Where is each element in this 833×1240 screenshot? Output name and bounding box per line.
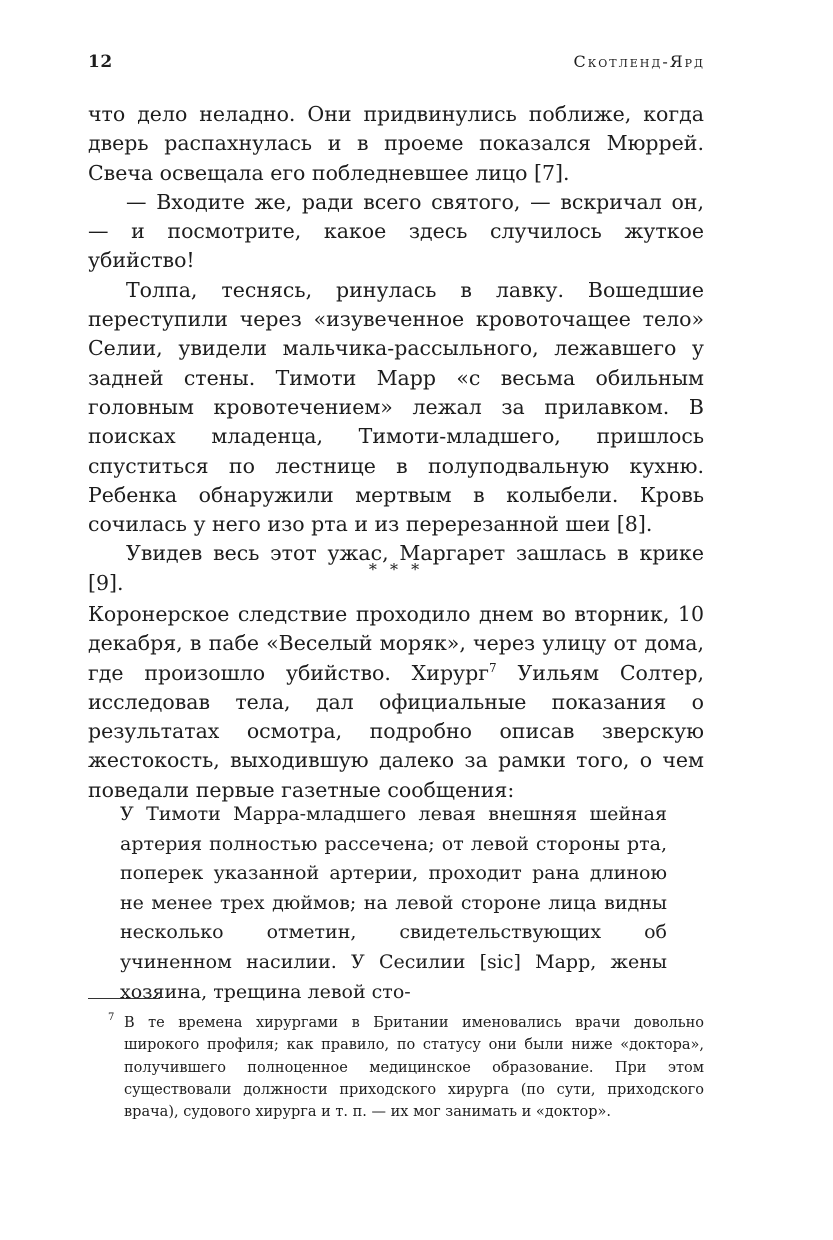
quote-text: У Тимоти Марра-младшего левая внешняя шейная артерия полностью рассечена; от левой стороны рта, поперек указанной артерии, проходит рана длиною не менее трех дюймов; на левой стороне лица видны несколько отметин, свидетельствующих об учиненном насилии. У Сесилии [sic] Марр, жены хозяина, трещина левой сто- xyxy=(120,803,667,1003)
page-number: 12 xyxy=(88,52,113,72)
footnote-divider xyxy=(88,998,160,999)
paragraph xyxy=(88,600,704,805)
text-block-1 xyxy=(88,100,704,598)
paragraph: — Входите же, ради всего святого, — вскричал он, — и посмотрите, какое здесь случилось жуткое убийство! xyxy=(88,189,704,273)
footnote-mark: 7 xyxy=(108,1012,115,1023)
page-header xyxy=(88,52,705,82)
paragraph: Толпа, теснясь, ринулась в лавку. Вошедшие переступили через «изувеченное кровоточащее тело» Селии, увидели мальчика-рассыльного, лежавшего у задней стены. Тимоти Марр «с весьма обильным головным кровотечением» лежал за прилавком. В поисках младенца, Тимоти-младшего, пришлось спуститься по лестнице в полуподвальную кухню. Ребенка обнаружили мертвым в колыбели. Кровь сочилась у него изо рта и из перерезанной шеи [8]. xyxy=(88,277,704,537)
block-quote xyxy=(120,800,667,1007)
paragraph: Увидев весь этот ужас, Маргарет зашлась в крике [9]. xyxy=(88,541,704,595)
paragraph-text: Коронерское следствие проходило днем во вторник, 10 декабря, в пабе «Веселый моряк», через улицу от дома, где произошло убийство. Хирург xyxy=(88,602,704,685)
section-separator: * * * xyxy=(368,560,424,579)
footnote-ref[interactable]: 7 xyxy=(489,660,497,675)
paragraph-text: Уильям Солтер, исследовав тела, дал официальные показания о результатах осмотра, подробно описав зверскую жестокость, выходившую далеко за рамки того, о чем поведали первые газетные сообщения: xyxy=(88,660,705,802)
text-block-2 xyxy=(88,600,704,805)
footnote xyxy=(88,1012,704,1123)
paragraph: что дело неладно. Они придвинулись поближе, когда дверь распахнулась и в проеме показался Мюррей. Свеча освещала его побледневшее лицо [7]. xyxy=(88,102,704,185)
footnote-text: В те времена хирургами в Британии именовались врачи довольно широкого профиля; как правило, по статусу они были ниже «доктора», получившего полноценное медицинское образование. При этом существовали должности приходского хирурга (по сути, приходского врача), судового хирурга и т. п. — их мог занимать и «доктор». xyxy=(124,1015,704,1121)
running-title: Скотленд-Ярд xyxy=(573,52,705,71)
footnote-paragraph xyxy=(88,1012,704,1123)
